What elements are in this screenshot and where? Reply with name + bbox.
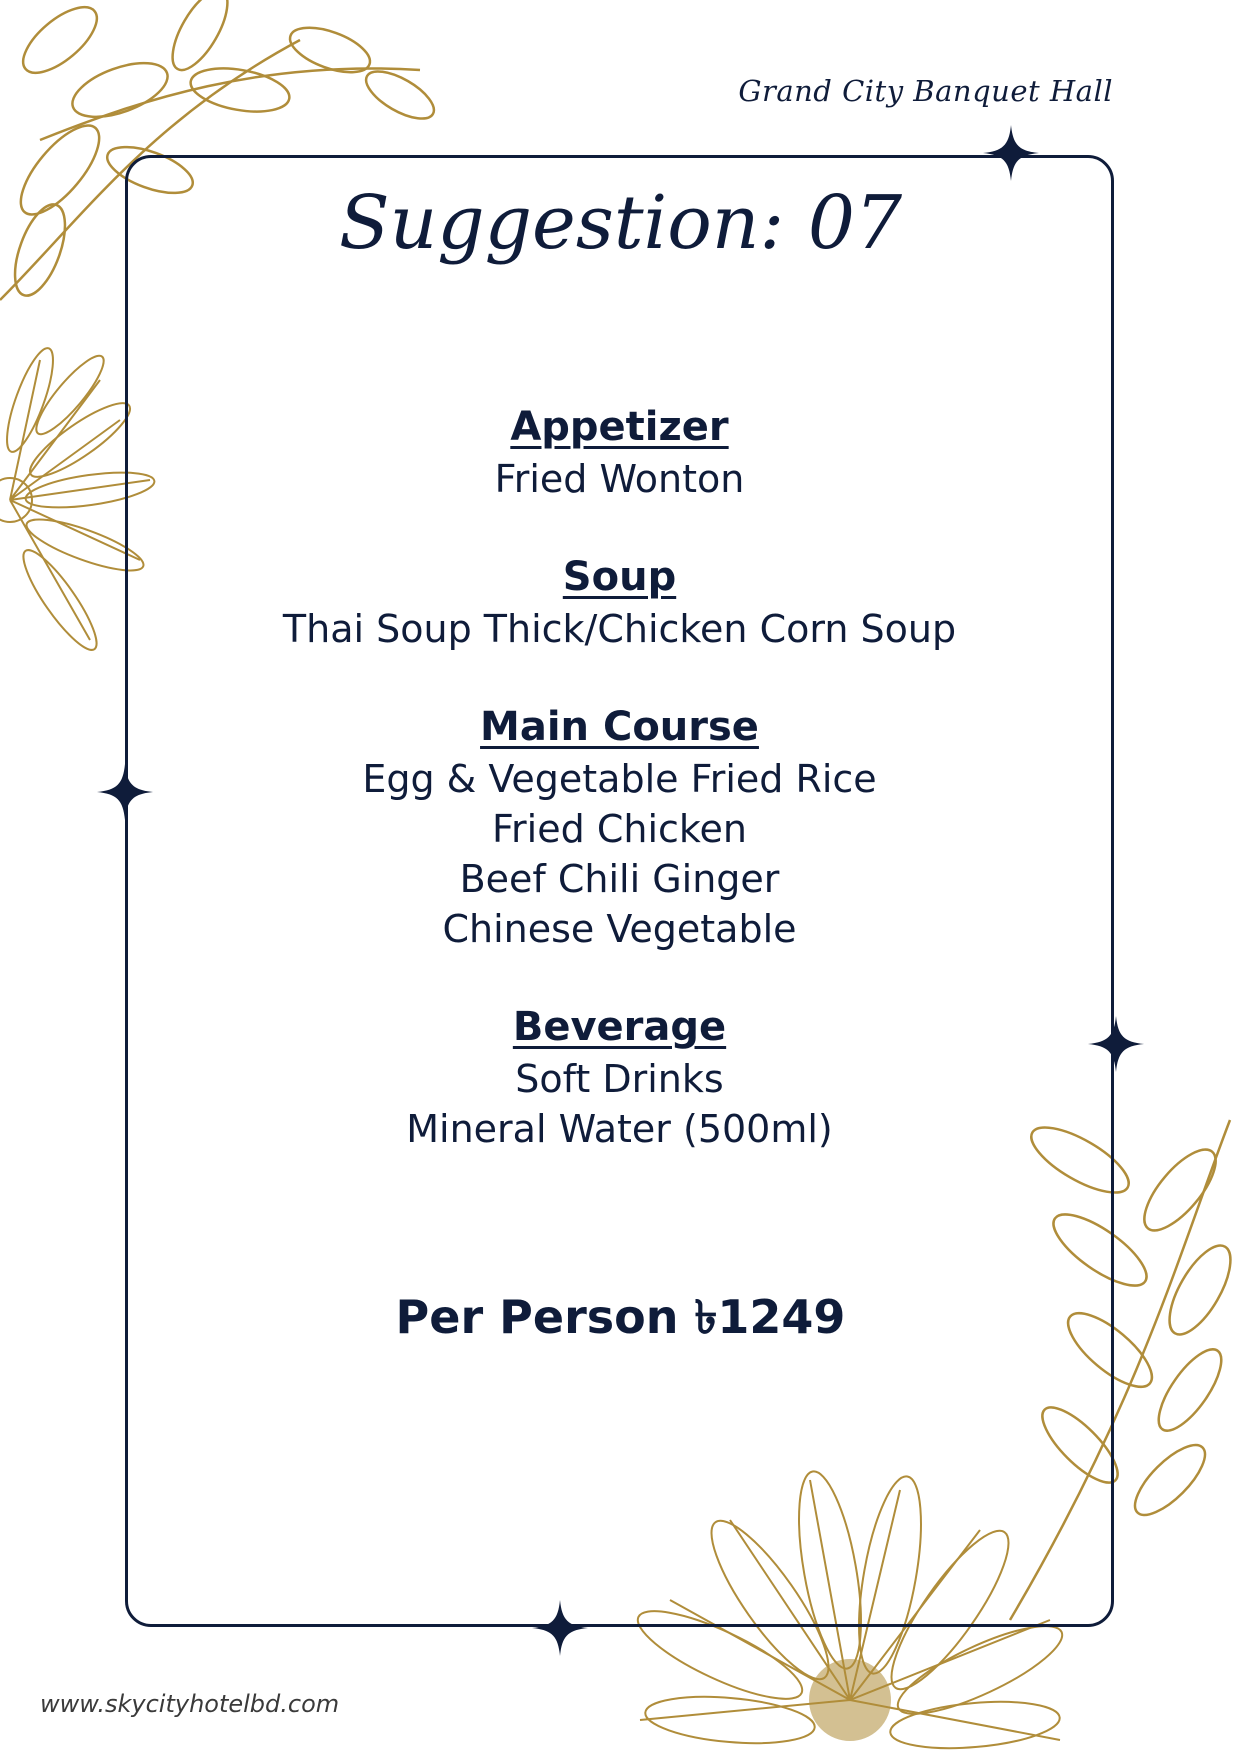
price-per-person: Per Person ৳1249 <box>395 1290 846 1344</box>
menu-item: Fried Chicken <box>491 807 748 851</box>
menu-item: Egg & Vegetable Fried Rice <box>362 757 877 801</box>
section-title: Main Course <box>480 704 759 750</box>
website-link[interactable]: www.skycityhotelbd.com <box>40 1690 340 1718</box>
section-soup <box>125 550 1114 654</box>
section-title: Beverage <box>512 1004 727 1050</box>
hall-name: Grand City Banquet Hall <box>738 74 1113 108</box>
sparkle-star-icon <box>532 1600 588 1656</box>
section-appetizer <box>125 400 1114 504</box>
page-title: Suggestion: 07 <box>338 180 903 266</box>
menu-item: Thai Soup Thick/Chicken Corn Soup <box>282 607 957 651</box>
section-title: Soup <box>562 554 677 600</box>
section-main-course <box>125 700 1114 954</box>
menu-item: Soft Drinks <box>515 1057 724 1101</box>
section-beverage <box>125 1000 1114 1154</box>
menu-item: Mineral Water (500ml) <box>406 1107 833 1151</box>
sparkle-star-icon <box>983 125 1039 181</box>
menu-list <box>125 400 1114 1200</box>
menu-item: Beef Chili Ginger <box>459 857 780 901</box>
section-title: Appetizer <box>510 404 729 450</box>
menu-item: Chinese Vegetable <box>442 907 797 951</box>
menu-item: Fried Wonton <box>494 457 745 501</box>
